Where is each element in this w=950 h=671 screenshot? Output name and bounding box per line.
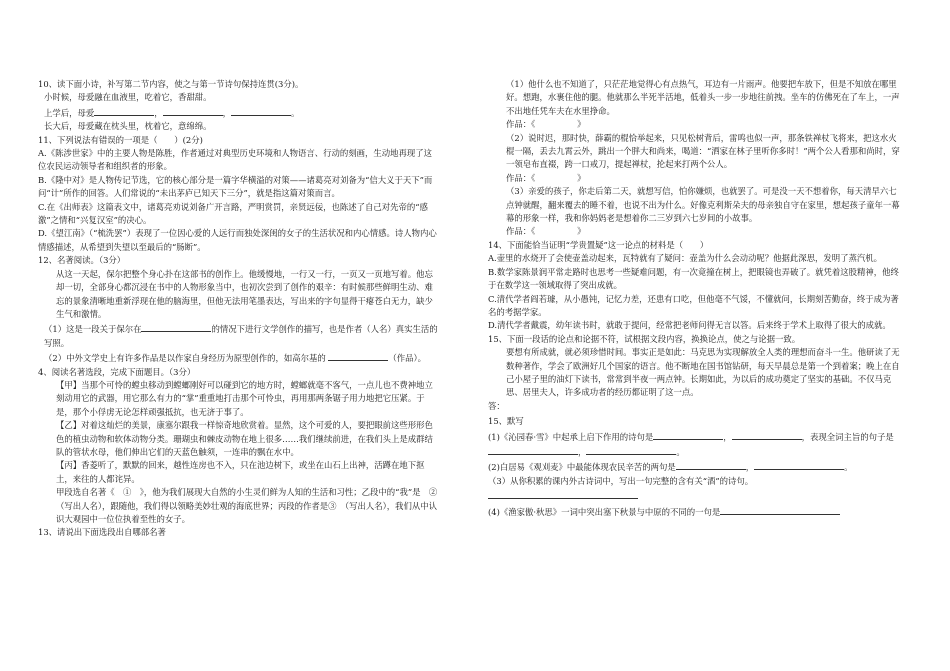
q16-item-1-lead: (1)《沁园春·雪》中起承上启下作用的诗句是 [488,431,654,442]
q12-blank-1[interactable] [141,321,211,332]
q4-passage-yi: 【乙】对着这灿烂的美景，康塞尔跟我一样惊奇地欣赏着。显然，这个可爱的人，要把眼前这些形形色色的植虫动物和软体动物分类。珊瑚虫和棘皮动物在地上很多……我们继续前进，在我们头上是成群结队的管状水母，他们伸出它们的天蓝色触须，一连串的飘在水中。 [56,420,433,457]
q16-blank-2[interactable] [732,429,802,440]
q14-option-a: A.壶里的水烧开了会使壶盖动起来，瓦特就有了疑问：壶盖为什么会动动呢？他据此深思，发明了蒸汽机。 [488,253,882,264]
q12-passage: 从这一天起，保尔把整个身心扑在这部书的创作上。他缓慢地，一行又一行，一页又一页地写着。他忘却一切，全部身心都沉浸在书中的人物形象当中，也初次尝到了创作的艰辛：有时候那些鲜明生动、难忘的景象清晰地重新浮现在他的脑海里，但他无法用笔墨表达，写出来的字句显得干瘪苍白无力，缺少生气和激情。 [56,268,433,319]
q13-title: 13、请说出下面选段出自哪部名著 [38,527,166,538]
q10-line3: 长大后，母爱藏在枕头里，枕着它，意绵绵。 [44,121,212,132]
q16-blank-6[interactable] [754,459,844,470]
q13-excerpt-3: （3）亲爱的孩子，你走后第二天，就想写信，怕你嫌烦，也就罢了。可是没一天不想着你，每天清早六七点钟就醒，翻来覆去的睡不着，也说不出为什么。好像克利斯朵夫的母亲独自守在家里，想起孩子童年一幕幕的形象一样，我和你妈妈老是想着你二三岁到六七岁间的小故事。 [506,186,900,224]
q14-title: 14、下面能恰当证明“学贵置疑”这一论点的材料是（ ） [488,239,709,250]
q4-passage-jia: 【甲】当那个可怜的螳虫移动到螳螂刚好可以碰到它的地方时，螳螂就毫不客气，一点儿也不费神地立刻动用它的武器，用它那么有力的“掌”重重地打击那个可怜虫，再用那两条锯子用力地把它压紧。于是，那个小俘虏无论怎样顽强抵抗，也无济于事了。 [56,379,433,417]
q11-option-b: B.《隆中对》是人物传记节选，它的核心部分是一篇字华横溢的对策——诸葛亮对刘备为“信大义于天下”而问“计”所作的回答。人们常说的“未出茅庐已知天下三分”，就是指这篇对策而言。 [38,174,433,199]
q10-blank-1[interactable] [94,105,154,116]
q16-blank-5[interactable] [676,459,746,470]
q10-comma-1: ， [154,107,163,118]
right-column [488,78,903,519]
q10-line1: 小时候，母爱融在血液里，吃着它，香甜甜。 [44,92,212,103]
q12-sub2-lead: （2）中外文学史上有许多作品是以作家自身经历为原型创作的，如高尔基的 [44,353,326,364]
q16-blank-3[interactable] [488,444,578,455]
q16-item-4-lead: (4)《渔家傲·秋思》一词中突出塞下秋景与中原的不同的一句是 [488,506,721,517]
q16-item-3-answer [488,488,903,503]
q10-comma-2: ， [222,107,231,118]
q10-line2 [38,105,438,120]
q12-sub1 [38,321,438,350]
q16-item-4 [488,504,903,519]
q16-blank-7[interactable] [488,488,638,499]
q14-option-d: D.清代学者戴震，幼年读书时，就敢于提问，经常把老师问得无言以答。后来终于学术上取得了很大的成就。 [488,320,891,331]
q12-title: 12、名著阅读。（3分） [38,255,126,266]
q16-period-1: 。 [676,446,685,457]
q4-passage-bing: 【丙】香菱听了，默默的回来，越性连房也不入，只在池边树下，或坐在山石上出神，活蹲在地下抠土，来往的人都诧异。 [56,460,425,484]
q15-answer-label: 答： [488,400,505,411]
q12-sub1-tail: 的情况下进行文学创作的描写，也是作者（人名）真实生活的写照。 [44,324,438,348]
q10-blank-2[interactable] [163,105,223,116]
q13-excerpt-1: （1）他什么也不知道了，只茫茫地觉得心有点热气，耳边有一片雨声。他要把车放下，但是不知放在哪里好。想跑，水裹住他的腿。他就那么半死半活地，低着头一步一步地往前拽。坐车的仿佛死在了车上，一声不出地任凭车夫在水里挣命。 [506,79,900,116]
q16-period-2: 。 [844,462,853,473]
q10-title: 10、读下面小诗，补写第二节内容，使之与第一节诗句保持连贯(3分)。 [38,79,304,89]
q13-work-2: 作品：《 》 [506,172,586,183]
q4-blanks: 甲段选自名著《 ① 》，他为我们展现大自然的小生灵们鲜为人知的生活和习性；乙段中的“我”是 ② （写出人名），跟随他，我们得以领略美妙壮观的海底世界；丙段的作者是③ （写出人名），我们从中认识大观园中一位位执着至性的女子。 [56,487,446,524]
q14-option-c: C.清代学者阎若璩，从小愚钝，记忆力差，还患有口吃，但他毫不气馁，不懂就问，长期刻苦勤奋，终于成为著名的考据学家。 [488,293,899,317]
q16-blank-8[interactable] [720,504,840,515]
q13-work-1: 作品：《 》 [506,119,586,130]
q14-option-b: B.数学家陈景润平常走路时也思考一些疑难问题，有一次竟撞在树上，把眼镜也弄破了。就凭着这股精神，他终于在数学这一领域取得了突出成就。 [488,266,899,291]
q10-blank-3[interactable] [231,105,291,116]
q11-option-c: C.在《出师表》这篇表文中，诸葛亮劝说刘备广开言路，严明赏罚，亲贤远佞，也陈述了自己对先帝的“感激”之情和“兴复汉室”的决心。 [38,201,428,226]
q16-item-2 [488,459,903,474]
q16-blank-1[interactable] [653,429,723,440]
left-column [38,78,446,540]
q12-sub1-lead: （1）这是一段关于保尔在 [44,324,142,335]
q16-item-1-mid: ，表现全词主旨的句子是 [801,431,894,442]
q15-title: 15、下面一段话的论点和论据不符，试根据文段内容，换换论点，使之与论据一致。 [488,333,801,344]
q13-excerpt-2: （2）说时迟，那时快，薛霸的棍恰举起来，只见松树背后，雷鸣也似一声，那条铁禅杖飞将来，把这水火棍一隔，丢去九霄云外，跳出一个胖大和尚来，喝道：“洒家在林子里听你多时！”两个公人看那和尚时，穿一领皂布直裰，跨一口戒刀，提起禅杖，抡起来打两个公人。 [506,132,900,170]
q16-item-3: （3）从你积累的课内外古诗词中，写出一句完整的含有关“酒”的诗句。 [488,475,754,486]
q10-period: 。 [291,107,300,118]
q16-comma-1: ， [723,431,732,442]
q11-option-a: A.《陈涉世家》中的主要人物是陈胜，作者通过对典型历史环境和人物语言、行动的刻画，生动地再现了这位农民运动领导者和组织者的形象。 [38,148,432,172]
q11-title: 11、下列说法有错误的一项是（ ）(2分) [38,134,203,145]
q13-work-3: 作品：《 》 [506,226,586,237]
q16-item-2-lead: (2)白居易《观刈麦》中最能体现农民辛苦的两句是 [488,462,676,473]
q10-line2-lead: 上学后，母爱 [44,107,95,118]
q12-blank-2[interactable] [328,350,388,361]
q16-comma-2: ， [578,446,587,457]
q11-option-d: D.《望江南》（“梳洗罢”）表现了一位因心爱的人远行而独处深闺的女子的生活状况和内心情感。诗人物内心情感描述，从希望到失望以至最后的“肠断”。 [38,228,437,252]
q16-blank-4[interactable] [586,444,676,455]
q12-sub2 [38,350,438,365]
q12-sub2-tail: （作品）。 [388,353,427,364]
q16-item-1 [488,429,903,460]
q16-comma-3: ， [745,462,755,473]
q16-title: 15、默写 [488,416,524,427]
q4-title: 4、阅读名著选段，完成下面题目。（3分） [38,366,196,377]
q15-passage: 要想有所成就，就必须珍惜时间。事实正是如此：马克思为实现解放全人类的理想而奋斗一生。他研读了无数种著作，学会了欧洲好几个国家的语言。他不断地在国书馆钻研，每天早晨总是第一个到着案；晚上在自己小屋子里的油灯下读书，常常到半夜一两点钟。长期如此，为以后的成功奠定了坚实的基础。不仅马克思、居里夫人，许多成功者的经历都证明了这一点。 [506,347,900,398]
